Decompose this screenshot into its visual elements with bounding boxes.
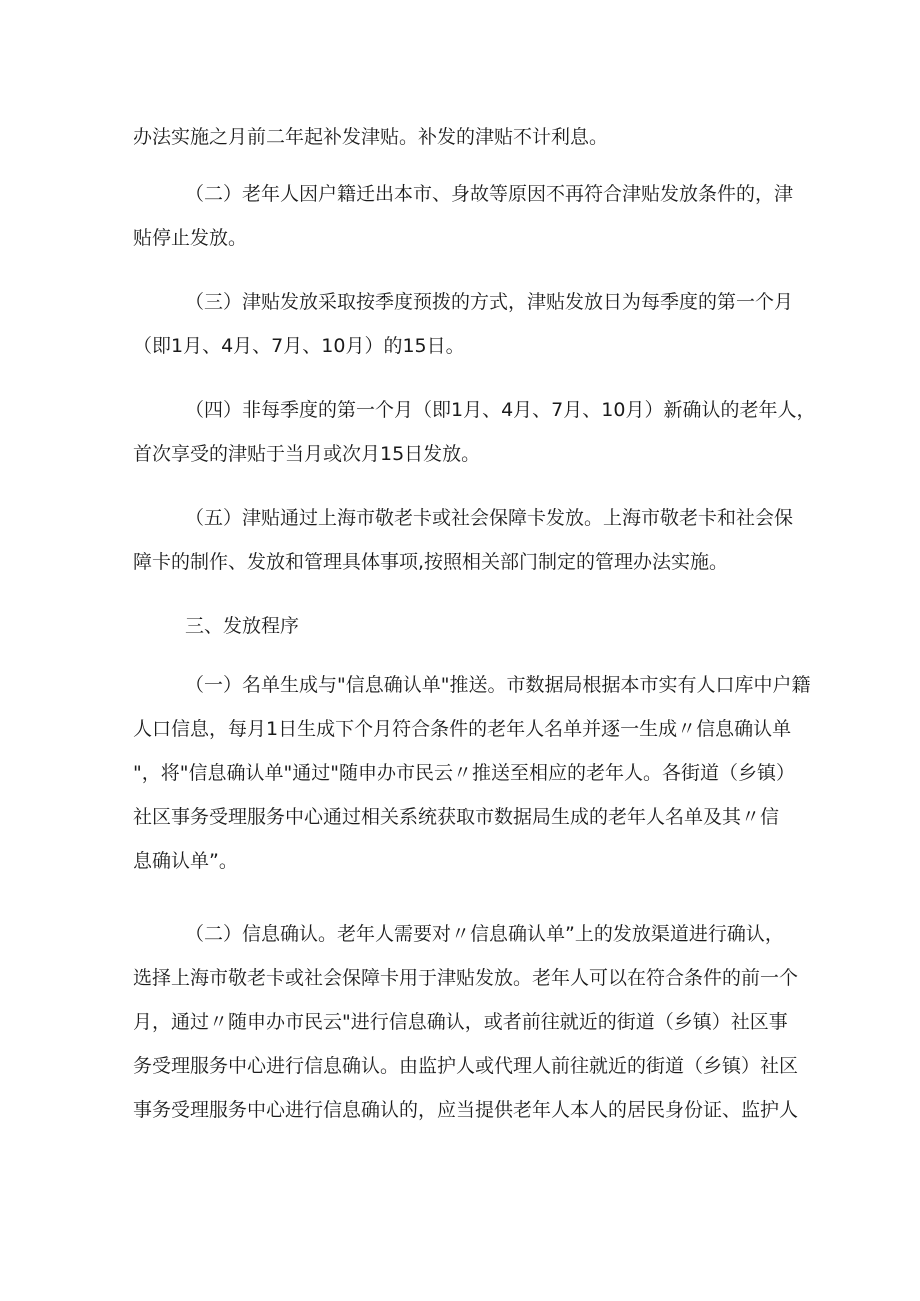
paragraph-line: 社区事务受理服务中心通过相关系统获取市数据局生成的老年人名单及其〃信 (133, 806, 780, 828)
paragraph-line: 务受理服务中心进行信息确认。由监护人或代理人前往就近的街道（乡镇）社区 (133, 1055, 799, 1077)
paragraph-line: （二）老年人因户籍迁出本市、身故等原因不再符合津贴发放条件的，津 (185, 183, 794, 205)
paragraph-7 (133, 663, 811, 883)
section-title: 三、发放程序 (185, 615, 300, 637)
paragraph-3 (133, 280, 794, 368)
paragraph-line: 事务受理服务中心进行信息确认的，应当提供老年人本人的居民身份证、监护人 (133, 1099, 799, 1121)
paragraph-line: "，将"信息确认单"通过"随申办市民云〃推送至相应的老年人。各街道（乡镇） (133, 762, 795, 784)
paragraph-line: （四）非每季度的第一个月（即1月、4月、7月、10月）新确认的老年人， (185, 399, 816, 421)
section-heading (133, 604, 783, 648)
paragraph-line: 息确认单”。 (133, 850, 238, 872)
paragraph-line: （即1月、4月、7月、10月）的15日。 (133, 335, 465, 357)
paragraph-8 (133, 912, 799, 1132)
paragraph-line: 贴停止发放。 (133, 227, 248, 249)
paragraph-line: 人口信息，每月1日生成下个月符合条件的老年人名单并逐一生成〃信息确认单 (133, 718, 792, 740)
paragraph-2 (133, 172, 794, 260)
paragraph-1 (133, 115, 783, 159)
paragraph-4 (133, 388, 816, 476)
paragraph-line: （五）津贴通过上海市敬老卡或社会保障卡发放。上海市敬老卡和社会保 (185, 507, 794, 529)
paragraph-line: 首次享受的津贴于当月或次月15日发放。 (133, 443, 481, 465)
paragraph-5 (133, 496, 794, 584)
paragraph-line: 障卡的制作、发放和管理具体事项,按照相关部门制定的管理办法实施。 (133, 551, 729, 573)
paragraph-line: 办法实施之月前二年起补发津贴。补发的津贴不计利息。 (133, 126, 609, 148)
paragraph-line: 选择上海市敬老卡或社会保障卡用于津贴发放。老年人可以在符合条件的前一个 (133, 967, 799, 989)
paragraph-line: （二）信息确认。老年人需要对〃信息确认单”上的发放渠道进行确认， (185, 923, 784, 945)
paragraph-line: （一）名单生成与"信息确认单"推送。市数据局根据本市实有人口库中户籍 (185, 674, 811, 696)
paragraph-line: 月，通过〃随申办市民云"进行信息确认，或者前往就近的街道（乡镇）社区事 (133, 1011, 788, 1033)
paragraph-line: （三）津贴发放采取按季度预拨的方式，津贴发放日为每季度的第一个月 (185, 291, 794, 313)
